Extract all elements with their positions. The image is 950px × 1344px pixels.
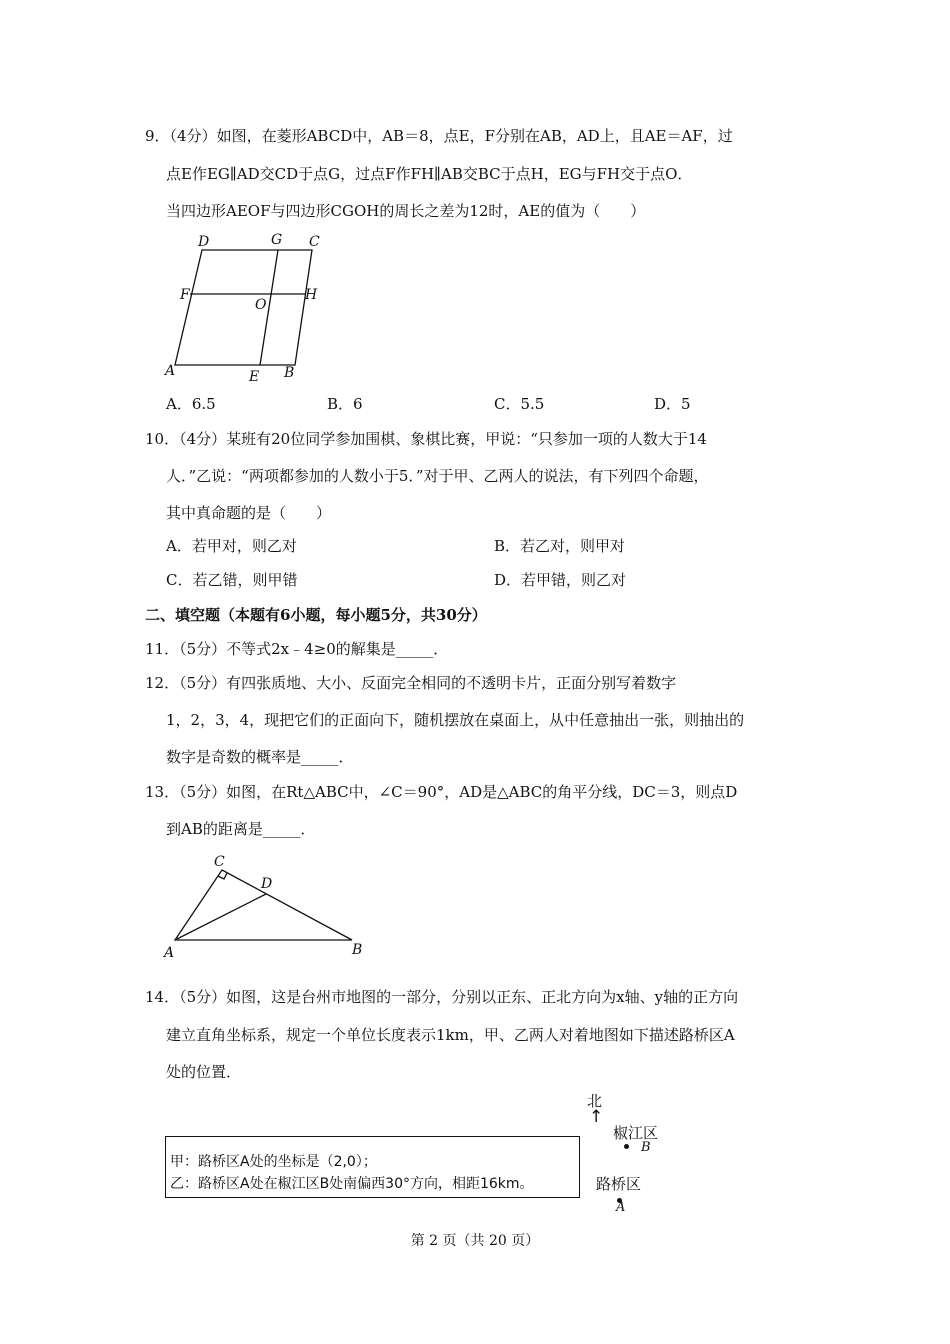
q10-option-d: D．若甲错，则乙对 [494, 571, 627, 589]
q14-line-3: 处的位置． [166, 1063, 242, 1081]
label-c: C [214, 854, 225, 870]
box-line-jia: 甲：路桥区A处的坐标是（2,0）； [170, 1154, 377, 1170]
point-a-label: A [616, 1200, 626, 1215]
label-a: A [165, 363, 176, 379]
q13-line-1: 13．（5分）如图，在Rt△ABC中，∠C＝90°，AD是△ABC的角平分线，DC＝3，则点D [145, 783, 738, 801]
q10-option-c: C．若乙错，则甲错 [166, 571, 298, 589]
label-e: E [249, 369, 260, 385]
q11-line-1: 11．（5分）不等式2x﹣4≥0的解集是_____． [145, 640, 449, 658]
q10-option-b: B．若乙对，则甲对 [494, 537, 626, 555]
q10-line-3: 其中真命题的是（ ） [166, 504, 332, 522]
q9-line-2: 点E作EG∥AD交CD于点G，过点F作FH∥AB交BC于点H，EG与FH交于点O． [166, 165, 693, 183]
place-luqiao: 路桥区 [596, 1175, 642, 1193]
section-2-title: 二、填空题（本题有6小题，每小题5分，共30分） [145, 606, 487, 624]
q14-line-2: 建立直角坐标系，规定一个单位长度表示1km，甲、乙两人对着地图如下描述路桥区A [166, 1026, 735, 1044]
q12-line-2: 1，2，3，4，现把它们的正面向下，随机摆放在桌面上，从中任意抽出一张，则抽出的 [166, 711, 745, 729]
point-b-label: B [641, 1140, 651, 1155]
point-b-dot [624, 1144, 629, 1149]
label-b: B [284, 365, 295, 381]
page-footer: 第 2 页（共 20 页） [410, 1233, 540, 1249]
q13-line-2: 到AB的距离是_____． [166, 820, 316, 838]
description-box [165, 1136, 580, 1198]
north-label: 北 [587, 1092, 603, 1110]
q10-line-2: 人．”乙说：“两项都参加的人数小于5．”对于甲、乙两人的说法，有下列四个命题， [166, 467, 709, 485]
label-d: D [198, 234, 210, 250]
label-c: C [309, 234, 320, 250]
label-a: A [164, 945, 175, 961]
q12-line-1: 12．（5分）有四张质地、大小、反面完全相同的不透明卡片，正面分别写着数字 [145, 674, 677, 692]
rhombus-abcd [175, 250, 312, 365]
box-line-yi: 乙：路桥区A处在椒江区B处南偏西30°方向，相距16km。 [170, 1176, 534, 1192]
q9-line-1: 9．（4分）如图，在菱形ABCD中，AB＝8，点E，F分别在AB，AD上，且AE＝AF，过 [145, 127, 733, 145]
q10-option-a: A．若甲对，则乙对 [166, 537, 297, 555]
place-jiaojiang: 椒江区 [613, 1124, 659, 1142]
rhombus-figure [160, 228, 330, 388]
q9-option-d: D．5 [654, 395, 691, 413]
label-b: B [352, 942, 363, 958]
north-arrow-icon: ↑ [589, 1107, 604, 1127]
q9-option-b: B．6 [327, 395, 363, 413]
label-d: D [261, 876, 273, 892]
segment-ad [175, 894, 266, 940]
label-h: H [305, 287, 318, 303]
q10-line-1: 10．（4分）某班有20位同学参加围棋、象棋比赛，甲说：“只参加一项的人数大于14 [145, 430, 707, 448]
q14-line-1: 14．（5分）如图，这是台州市地图的一部分，分别以正东、正北方向为x轴、y轴的正方向 [145, 988, 739, 1006]
label-f: F [180, 287, 190, 303]
triangle-figure [160, 850, 375, 965]
q9-option-c: C．5.5 [494, 395, 545, 413]
q9-line-3: 当四边形AEOF与四边形CGOH的周长之差为12时，AE的值为（ ） [166, 202, 646, 220]
label-o: O [255, 297, 267, 313]
q9-option-a: A．6.5 [166, 395, 216, 413]
q12-line-3: 数字是奇数的概率是_____． [166, 748, 354, 766]
label-g: G [271, 232, 283, 248]
